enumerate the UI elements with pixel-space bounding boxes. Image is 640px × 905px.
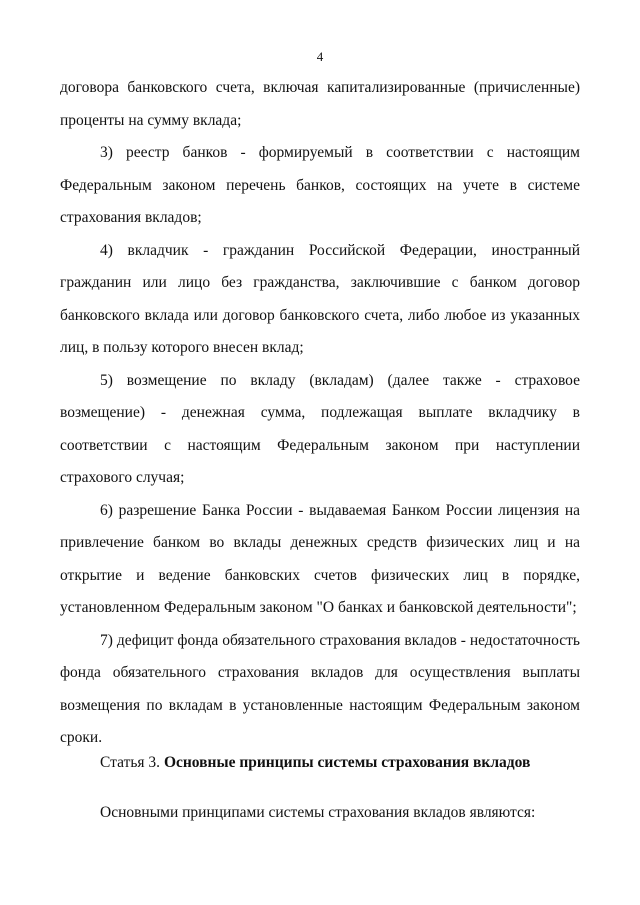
- document-body: [60, 72, 580, 755]
- paragraph-item-7-fund-deficit: 7) дефицит фонда обязательного страхования вкладов - недостаточность фонда обязательного страхования вкладов для осуществления выплаты возмещения по вкладам в установленные настоящим Федеральным законом сроки.: [60, 631, 580, 746]
- paragraph-item-5-compensation: 5) возмещение по вкладу (вкладам) (далее также - страховое возмещение) - денежная сумма, подлежащая выплате вкладчику в соответствии с настоящим Федеральным законом при наступлении страхового случая;: [60, 371, 580, 486]
- article-heading: [100, 752, 530, 774]
- paragraph-item-3-bank-registry: 3) реестр банков - формируемый в соответствии с настоящим Федеральным законом перечень банков, состоящих на учете в системе страхования вкладов;: [60, 144, 580, 226]
- article-intro-line: Основными принципами системы страхования вкладов являются:: [100, 804, 536, 821]
- page-number: 4: [316, 49, 324, 64]
- article-number: Статья 3.: [100, 754, 161, 771]
- article-title: Основные принципы системы страхования вкладов: [163, 754, 531, 771]
- paragraph-item-6-bank-of-russia-permit: 6) разрешение Банка России - выдаваемая Банком России лицензия на привлечение банком во вклады денежных средств физических лиц и на открытие и ведение банковских счетов физических лиц в порядке, установленном Федеральным законом "О банках и банковской деятельности";: [60, 501, 580, 616]
- paragraph-item-4-depositor: 4) вкладчик - гражданин Российской Федерации, иностранный гражданин или лицо без гражданства, заключившие с банком договор банковского вклада или договор банковского счета, либо любое из указанных лиц, в пользу которого внесен вклад;: [60, 241, 580, 356]
- paragraph-continuation: договора банковского счета, включая капитализированные (причисленные) проценты на сумму вклада;: [60, 79, 580, 129]
